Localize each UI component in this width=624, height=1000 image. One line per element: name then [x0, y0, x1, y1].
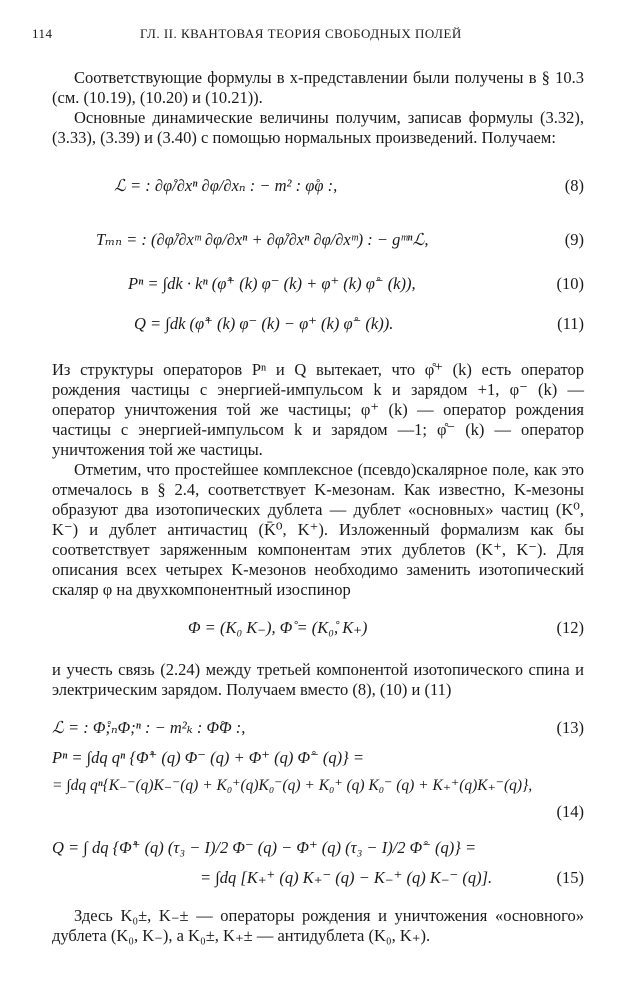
equation-14-line-1-formula: Pⁿ = ∫dq qⁿ {Φ̊⁺ (q) Φ⁻ (q) + Φ⁺ (q) Φ̊⁻ (q)} = — [52, 748, 365, 767]
paragraph-5-block — [52, 660, 584, 700]
equation-10-number: (10) — [556, 274, 584, 293]
paragraph-3-block — [52, 360, 584, 600]
paragraph-3: Из структуры операторов Pⁿ и Q вытекает, что φ̊⁺ (k) есть оператор рождения частицы с энергией-импульсом k и зарядом +1, φ⁻ (k) — оператор уничтожения той же частицы; φ⁺ (k) — оператор рождения частицы с энергией-импульсом k и зарядом —1; φ̊⁻ (k) — оператор уничтожения той же частицы. — [52, 360, 584, 459]
page-number: 114 — [32, 26, 53, 41]
paragraph-5: и учесть связь (2.24) между третьей компонентой изотопического спина и электрическим зарядом. Получаем вместо (8), (10) и (11) — [52, 660, 584, 699]
equation-15-line-2 — [52, 864, 584, 894]
paragraph-6: Здесь K₀±, K₋± — операторы рождения и уничтожения «основного» дублета (K₀, K₋), а K₀±, K₊± — антидублета (K₀, K₊). — [52, 906, 584, 945]
chapter-title: ГЛ. II. КВАНТОВАЯ ТЕОРИЯ СВОБОДНЫХ ПОЛЕЙ — [140, 26, 462, 41]
equation-15-line-2-formula: = ∫dq [K₊⁺ (q) K₊⁻ (q) − K₋⁺ (q) K₋⁻ (q)]. — [200, 868, 493, 887]
paragraph-1-block — [52, 68, 584, 148]
equation-9 — [52, 226, 584, 256]
equation-12 — [52, 614, 584, 644]
paragraph-6-block — [52, 906, 584, 946]
equation-14-line-2 — [52, 772, 584, 802]
equation-11-formula: Q = ∫dk (φ̊⁺ (k) φ⁻ (k) − φ⁺ (k) φ̊⁻ (k)). — [134, 314, 394, 333]
equation-14-number: (14) — [556, 802, 584, 821]
equation-15-line-1-formula: Q = ∫ dq {Φ̊⁺ (q) (τ₃ − I)/2 Φ⁻ (q) − Φ⁺ (q) (τ₃ − I)/2 Φ̊⁻ (q)} = — [52, 838, 477, 857]
equation-13-number: (13) — [556, 718, 584, 737]
equation-12-formula: Φ = (K₀ K₋), Φ̊ = (K₀̊, K₊) — [188, 618, 368, 637]
equation-12-number: (12) — [556, 618, 584, 637]
equation-10 — [52, 270, 584, 300]
paragraph-2: Основные динамические величины получим, записав формулы (3.32), (3.33), (3.39) и (3.40) с помощью нормальных произведений. Получаем: — [52, 108, 584, 147]
equation-13 — [52, 714, 584, 744]
equation-8 — [52, 172, 584, 202]
equation-11-number: (11) — [557, 314, 584, 333]
equation-14-line-1 — [52, 744, 584, 774]
equation-9-number: (9) — [564, 230, 584, 249]
paragraph-4: Отметим, что простейшее комплексное (псевдо)скалярное поле, как это отмечалось в § 2.4, соответствует K-мезонам. Как известно, K-мезоны образуют два изотопических дублета — дублет «основных» частиц (K⁰, K⁻) и дублет античастиц (K̄⁰, K⁺). Изложенный формализм как бы соответствует заряженным компонентам этих дублетов (K⁺, K⁻). Для описания всех четырех K-мезонов необходимо заменить изотопический скаляр φ на двухкомпонентный изоспинор — [52, 460, 584, 599]
paragraph-1: Соответствующие формулы в x-представлении были получены в § 10.3 (см. (10.19), (10.20) и (10.21)). — [52, 68, 584, 107]
equation-10-formula: Pⁿ = ∫dk · kⁿ (φ̊⁺ (k) φ⁻ (k) + φ⁺ (k) φ̊⁻ (k)), — [128, 274, 416, 293]
equation-15-number: (15) — [556, 868, 584, 887]
equation-8-number: (8) — [564, 176, 584, 195]
equation-13-formula: ℒ = : Φ̊;ₙΦ;ⁿ : − m²ₖ : Φ̊Φ :, — [52, 718, 246, 737]
equation-15-line-1 — [52, 834, 584, 864]
equation-8-formula: ℒ = : ∂φ̊/∂xⁿ ∂φ/∂xₙ : − m² : φ̊φ :, — [114, 176, 338, 195]
equation-14-line-2-formula: = ∫dq qⁿ{K₋⁻(q)K₋⁻(q) + K₀⁺(q)K₀⁻(q) + K₀⁺ (q) K₀⁻ (q) + K₊⁺(q)K₊⁻(q)}, — [52, 777, 533, 794]
equation-9-formula: Tₘₙ = : (∂φ̊/∂xᵐ ∂φ/∂xⁿ + ∂φ̊/∂xⁿ ∂φ/∂xᵐ) : − gᵐⁿℒ, — [96, 230, 429, 249]
equation-11 — [52, 310, 584, 340]
